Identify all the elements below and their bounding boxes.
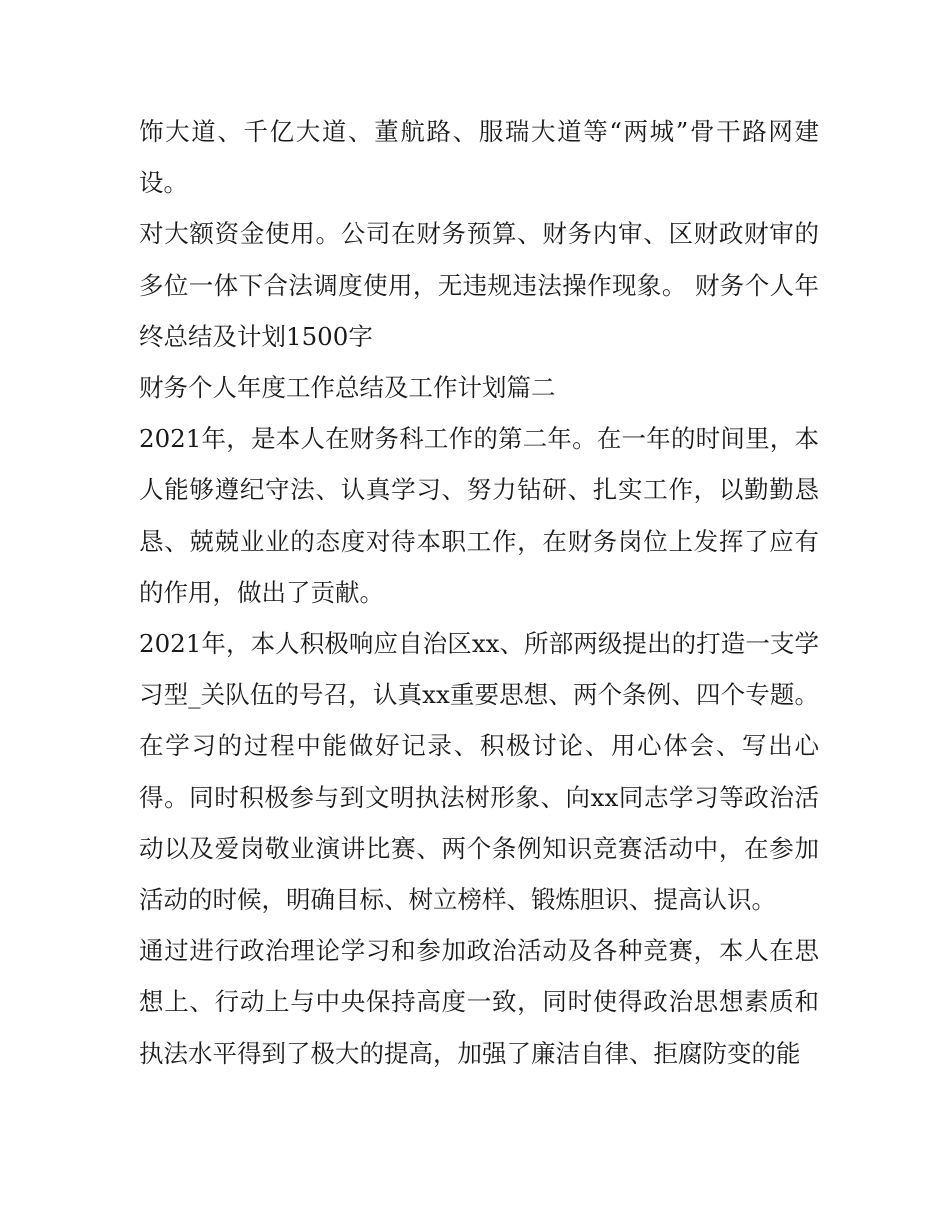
document-body [139, 106, 819, 1079]
paragraph-fund-usage: 对大额资金使用。公司在财务预算、财务内审、区财政财审的多位一体下合法调度使用，无违规违法操作现象。 财务个人年终总结及计划1500字 [139, 219, 819, 351]
paragraph-road-construction: 饰大道、千亿大道、董航路、服瑞大道等“两城”骨干路网建设。 [139, 117, 819, 198]
section-heading: 财务个人年度工作总结及工作计划篇二 [139, 373, 556, 403]
paragraph-political-theory: 通过进行政治理论学习和参加政治活动及各种竞赛，本人在思想上、行动上与中央保持高度一致，同时使得政治思想素质和执法水平得到了极大的提高，加强了廉洁自律、拒腐防变的能 [139, 936, 819, 1068]
paragraph-study-activities: 2021年，本人积极响应自治区xx、所部两级提出的打造一支学习型_关队伍的号召，认真xx重要思想、两个条例、四个专题。在学习的过程中能做好记录、积极讨论、用心体会、写出心得。同时积极参与到文明执法树形象、向xx同志学习等政治活动以及爱岗敬业演讲比赛、两个条例知识竞赛活动中，在参加活动的时候，明确目标、树立榜样、锻炼胆识、提高认识。 [139, 629, 819, 915]
paragraph-second-year: 2021年，是本人在财务科工作的第二年。在一年的时间里，本人能够遵纪守法、认真学习、努力钻研、扎实工作，以勤勤恳恳、兢兢业业的态度对待本职工作，在财务岗位上发挥了应有的作用，做出了贡献。 [139, 424, 819, 607]
